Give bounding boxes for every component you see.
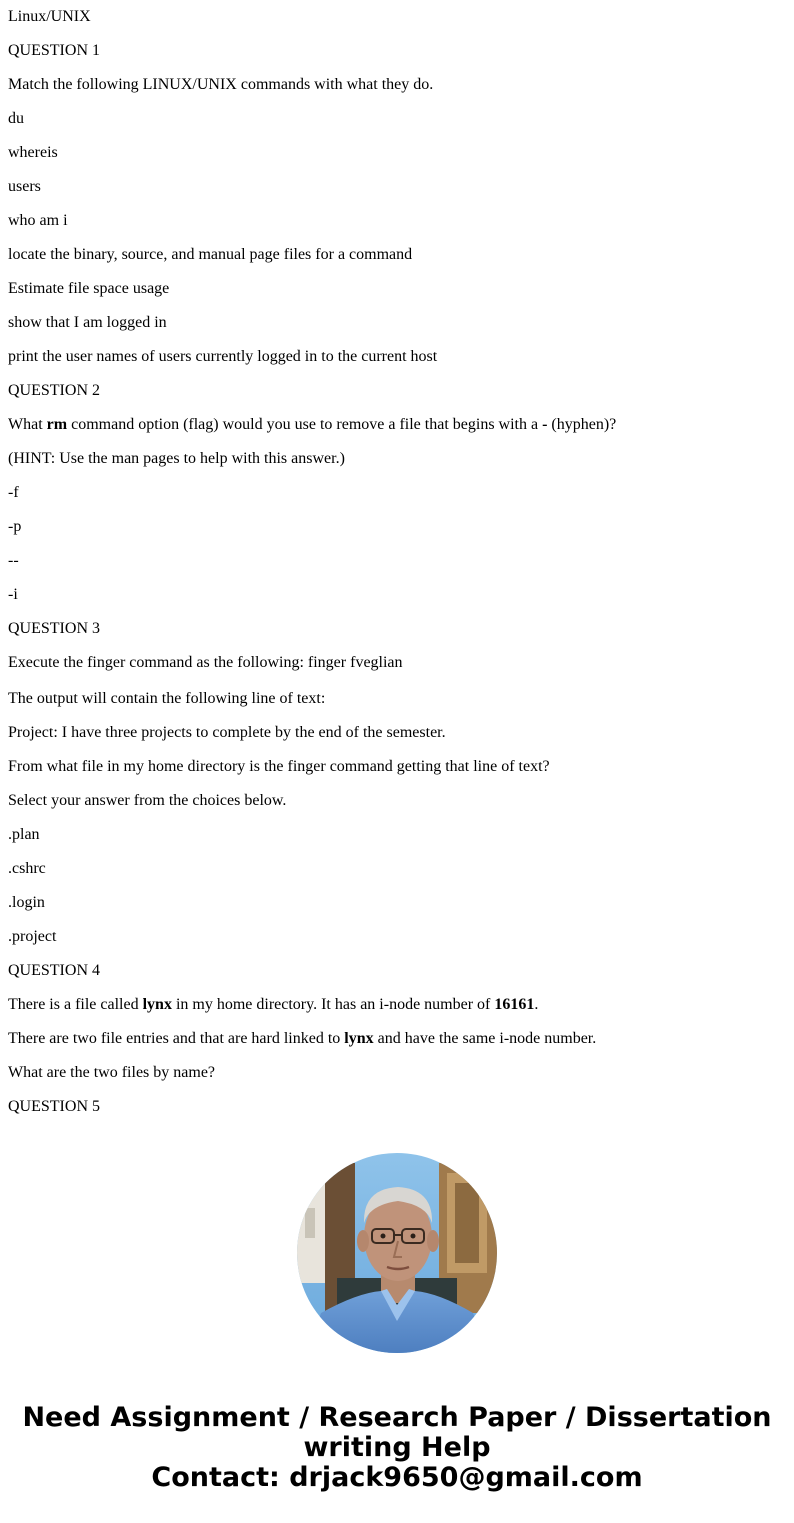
option-i: -i	[8, 586, 18, 603]
question-2-heading: QUESTION 2	[8, 382, 100, 399]
question-4-line-3: What are the two files by name?	[8, 1064, 216, 1081]
q4-l1-start: There is a file called	[8, 996, 143, 1013]
question-3-line-3: Project: I have three projects to complete by the end of the semester.	[8, 724, 446, 741]
person-portrait-image	[297, 1153, 497, 1353]
question-3-line-2: The output will contain the following line of text:	[8, 690, 326, 707]
description-1: locate the binary, source, and manual page files for a command	[8, 246, 413, 263]
option-project: .project	[8, 928, 57, 945]
question-3-heading: QUESTION 3	[8, 620, 100, 637]
question-4-line-2	[8, 1030, 596, 1048]
command-users: users	[8, 178, 41, 195]
prompt-text-start: What	[8, 416, 47, 433]
question-5-heading: QUESTION 5	[8, 1098, 100, 1115]
prompt-text-middle: command option (flag) would you use to remove a file that begins with a	[67, 416, 543, 433]
question-3-line-4: From what file in my home directory is the finger command getting that line of text?	[8, 758, 550, 775]
page-title: Linux/UNIX	[8, 8, 91, 25]
promo-contact: Contact: drjack9650@gmail.com	[151, 1462, 643, 1493]
option-double-dash: --	[8, 552, 19, 569]
promo-banner	[0, 1403, 794, 1493]
promo-line-2: writing Help	[303, 1432, 491, 1463]
option-cshrc: .cshrc	[8, 860, 46, 877]
promo-line-1: Need Assignment / Research Paper / Dissertation	[22, 1402, 772, 1433]
description-2: Estimate file space usage	[8, 280, 170, 297]
hyphen-symbol: -	[542, 416, 548, 433]
question-1-prompt: Match the following LINUX/UNIX commands with what they do.	[8, 76, 434, 93]
question-4-heading: QUESTION 4	[8, 962, 100, 979]
q4-l2-start: There are two file entries and that are hard linked to	[8, 1030, 345, 1047]
q4-l2-end: and have the same i-node number.	[373, 1030, 597, 1047]
question-4-line-1	[8, 996, 538, 1014]
question-3-line-1: Execute the finger command as the following: finger fveglian	[8, 654, 403, 671]
command-du: du	[8, 110, 24, 127]
question-2-hint: (HINT: Use the man pages to help with this answer.)	[8, 450, 345, 467]
command-whereis: whereis	[8, 144, 58, 161]
option-plan: .plan	[8, 826, 40, 843]
lynx-filename: lynx	[142, 996, 172, 1013]
description-3: show that I am logged in	[8, 314, 167, 331]
question-3-line-5: Select your answer from the choices below.	[8, 792, 287, 809]
prompt-text-end: (hyphen)?	[547, 416, 617, 433]
author-photo	[297, 1153, 497, 1353]
option-login: .login	[8, 894, 45, 911]
q4-l1-end: .	[534, 996, 539, 1013]
option-p: -p	[8, 518, 22, 535]
rm-command: rm	[46, 416, 68, 433]
q4-l1-middle: in my home directory. It has an i-node number of	[171, 996, 495, 1013]
lynx-filename-2: lynx	[344, 1030, 374, 1047]
option-f: -f	[8, 484, 19, 501]
command-who-am-i: who am i	[8, 212, 68, 229]
inode-number: 16161	[494, 996, 535, 1013]
description-4: print the user names of users currently logged in to the current host	[8, 348, 438, 365]
question-2-prompt	[8, 416, 616, 434]
question-1-heading: QUESTION 1	[8, 42, 100, 59]
